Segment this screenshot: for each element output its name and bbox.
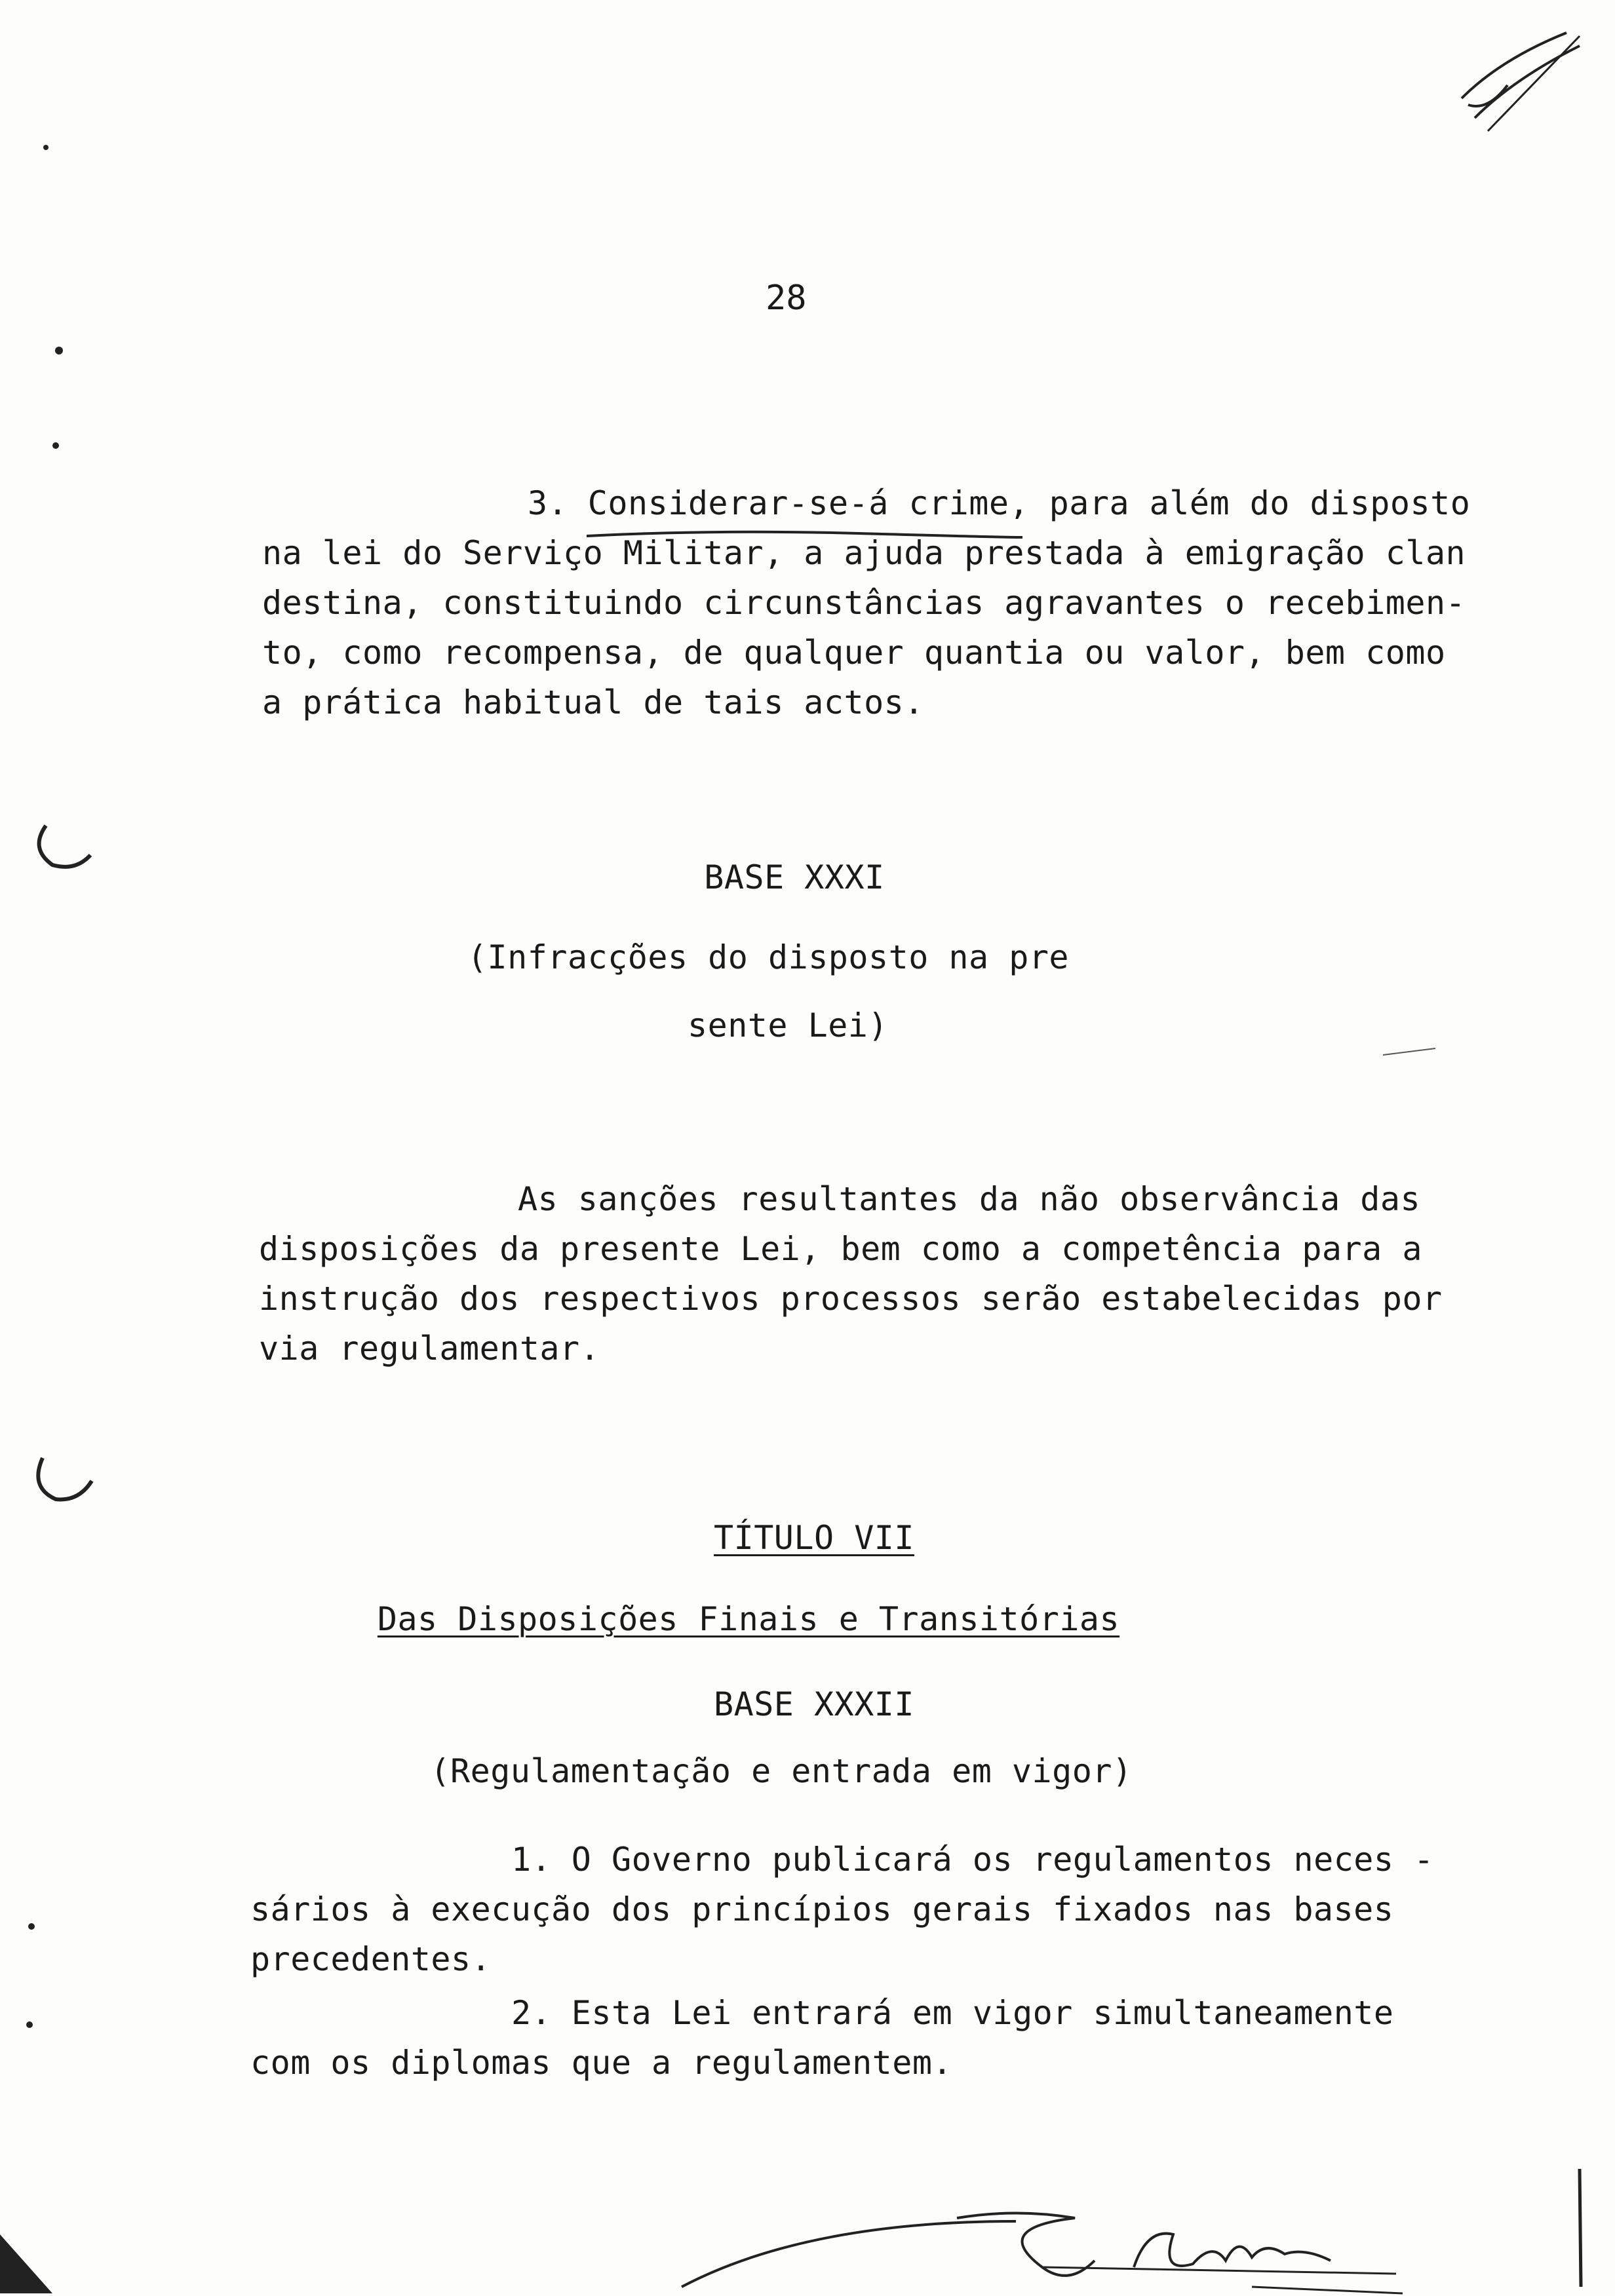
- paragraph-line: 1. O Governo publicará os regulamentos neces -: [511, 1841, 1434, 1879]
- paragraph-line: a prática habitual de tais actos.: [262, 683, 924, 721]
- paragraph-line: 3. Considerar-se-á crime, para além do disposto: [528, 484, 1471, 522]
- titulo-vii-heading: TÍTULO VII: [713, 1519, 915, 1557]
- paragraph-line: sários à execução dos princípios gerais fixados nas bases: [250, 1890, 1394, 1928]
- base-xxxii-subtitle: (Regulamentação e entrada em vigor): [430, 1752, 1133, 1790]
- paragraph-line: via regulamentar.: [259, 1330, 600, 1368]
- titulo-vii-subtitle: Das Disposições Finais e Transitórias: [377, 1600, 1120, 1638]
- base-xxxii-heading: BASE XXXII: [713, 1685, 915, 1723]
- paragraph-line: precedentes.: [250, 1940, 492, 1978]
- paragraph-line: instrução dos respectivos processos serão estabelecidas por: [259, 1280, 1443, 1318]
- paragraph-line: disposições da presente Lei, bem como a competência para a: [259, 1230, 1422, 1268]
- paragraph-line: destina, constituindo circunstâncias agravantes o recebimen-: [262, 584, 1466, 622]
- paragraph-line: As sanções resultantes da não observância das: [518, 1180, 1421, 1218]
- base-xxxi-subtitle: (Infracções do disposto na pre: [467, 938, 1070, 976]
- paragraph-line: na lei do Serviço Militar, a ajuda prestada à emigração clan: [262, 534, 1466, 572]
- paragraph-line: 2. Esta Lei entrará em vigor simultaneamente: [511, 1994, 1394, 2032]
- base-xxxi-heading: BASE XXXI: [704, 858, 885, 896]
- paragraph-line: to, como recompensa, de qualquer quantia ou valor, bem como: [262, 634, 1446, 672]
- paragraph-line: com os diplomas que a regulamentem.: [250, 2044, 953, 2082]
- page-number: 28: [766, 278, 807, 318]
- base-xxxi-subtitle: sente Lei): [687, 1006, 889, 1044]
